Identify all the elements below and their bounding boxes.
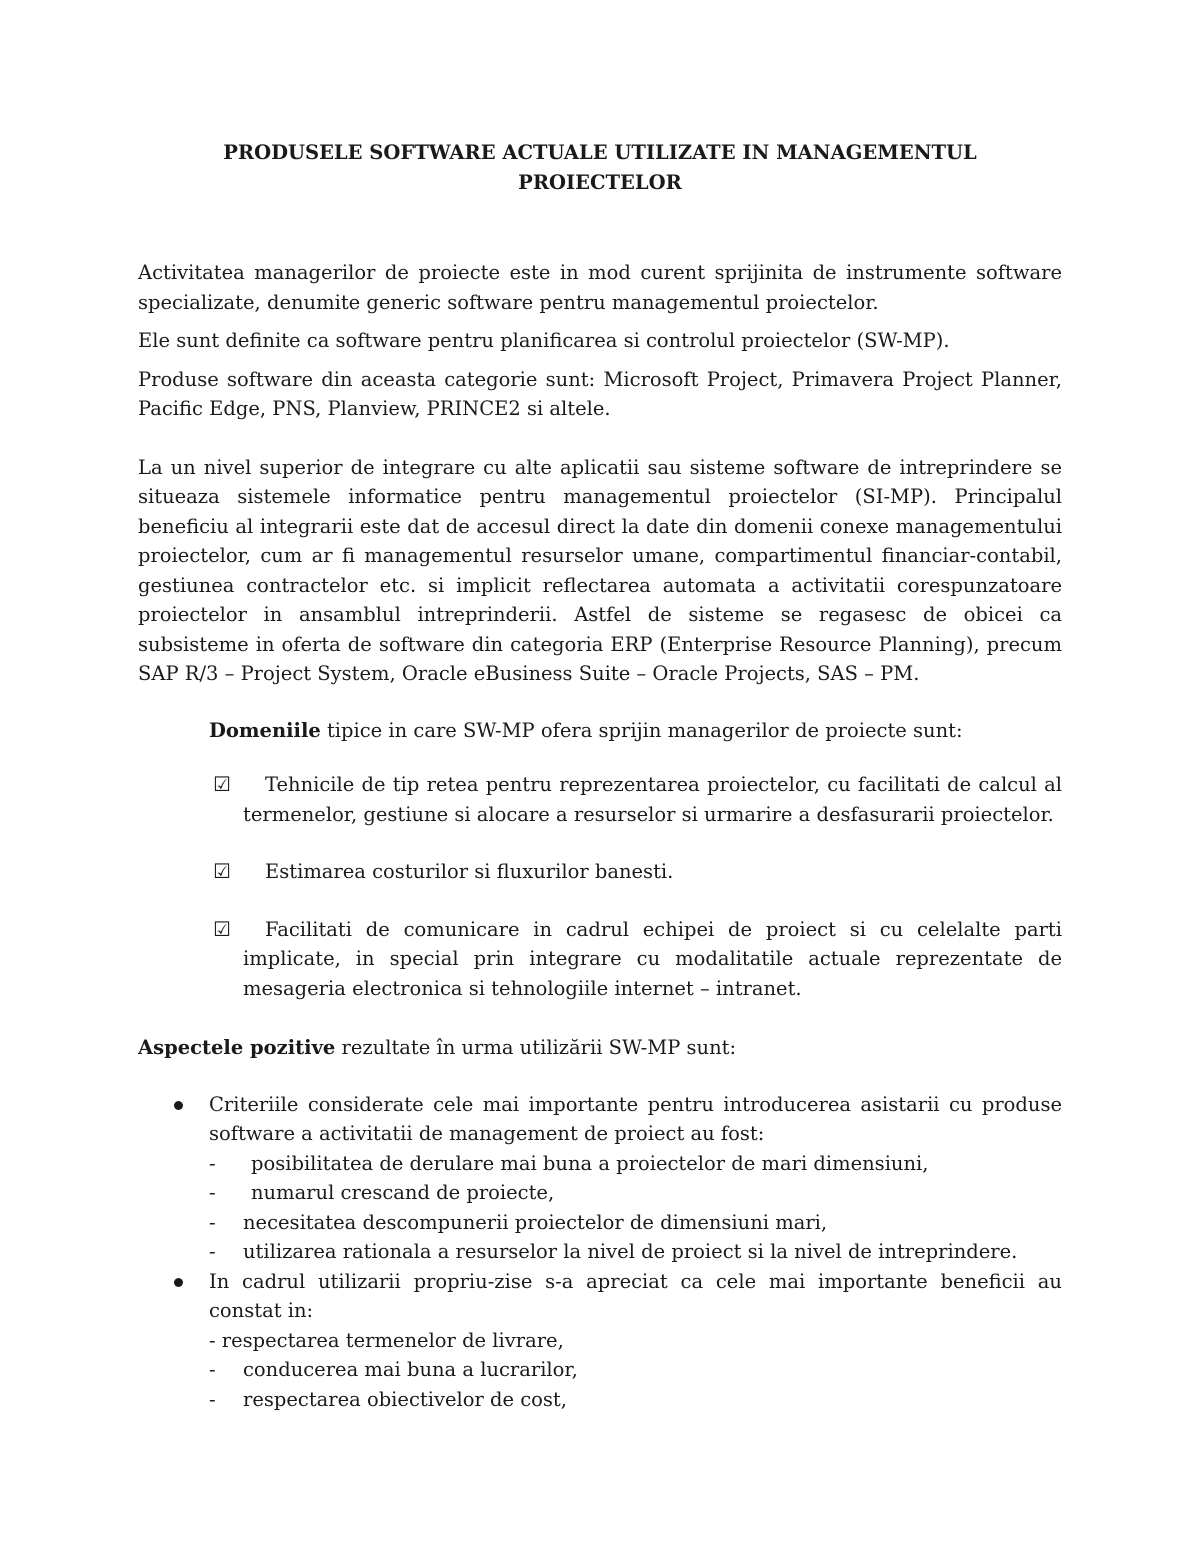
sub-list-item xyxy=(209,1237,1062,1267)
dash-marker: - xyxy=(209,1181,216,1204)
checkbox-checked-icon: ☑ xyxy=(213,772,231,796)
sub-list-item-plain: - respectarea termenelor de livrare, xyxy=(209,1328,564,1352)
title-line-2: PROIECTELOR xyxy=(518,171,682,194)
sub-list-item xyxy=(209,1355,1062,1385)
domains-intro xyxy=(209,716,1062,746)
sub-list-item-text: utilizarea rationala a resurselor la nivel de proiect si la nivel de intreprindere. xyxy=(243,1240,1018,1263)
dash-marker: - xyxy=(209,1358,216,1381)
sub-list-item xyxy=(209,1178,1062,1208)
document-title xyxy=(138,138,1062,198)
checklist-item xyxy=(209,770,1062,829)
checklist-item-text: Estimarea costurilor si fluxurilor banesti. xyxy=(265,860,674,883)
domains-intro-text: tipice in care SW-MP ofera sprijin managerilor de proiecte sunt: xyxy=(320,718,963,742)
sub-list-item-text: respectarea obiectivelor de cost, xyxy=(243,1387,567,1411)
domains-checklist xyxy=(209,770,1062,1003)
sub-list xyxy=(209,1355,1062,1414)
bullet-item xyxy=(138,1090,1062,1267)
checklist-item-text: Tehnicile de tip retea pentru reprezentarea proiectelor, cu facilitati de calcul al termenelor, gestiune si alocare a resurselor si urmarire a desfasurarii proiectelor. xyxy=(243,773,1062,826)
sub-list-item xyxy=(209,1385,1062,1415)
sub-list xyxy=(209,1149,1062,1267)
paragraph-integration: La un nivel superior de integrare cu alte aplicatii sau sisteme software de intreprindere se situeaza sistemele informatice pentru managementul proiectelor (SI-MP). Principalul beneficiu al integrarii este dat de accesul direct la date din domenii conexe managementului proiectelor, cum ar fi managementul resurselor umane, compartimentul financiar-contabil, gestiunea contractelor etc. si implicit reflectarea automata a activitatii corespunzatoare proiectelor in ansamblul intreprinderii. Astfel de sisteme se regasesc de obicei ca subsisteme in oferta de software din categoria ERP (Enterprise Resource Planning), precum SAP R/3 – Project System, Oracle eBusiness Suite – Oracle Projects, SAS – PM. xyxy=(138,455,1062,685)
bullet-dot-icon xyxy=(174,1278,183,1287)
domains-intro-bold: Domeniile xyxy=(209,718,321,742)
checkbox-checked-icon: ☑ xyxy=(213,859,231,883)
aspects-intro-text: rezultate în urma utilizării SW-MP sunt: xyxy=(335,1036,737,1059)
document-page xyxy=(138,138,1062,1414)
bullet-dot-icon xyxy=(174,1101,183,1110)
sub-list-item-text: posibilitatea de derulare mai buna a proiectelor de mari dimensiuni, xyxy=(251,1151,929,1175)
aspects-intro xyxy=(138,1033,1062,1063)
title-line-1: PRODUSELE SOFTWARE ACTUALE UTILIZATE IN MANAGEMENTUL xyxy=(223,141,977,164)
paragraph-products: Produse software din aceasta categorie sunt: Microsoft Project, Primavera Project Planner, Pacific Edge, PNS, Planview, PRINCE2 si altele. xyxy=(138,367,1062,420)
aspects-intro-bold: Aspectele pozitive xyxy=(138,1036,336,1059)
sub-list-item xyxy=(209,1208,1062,1238)
paragraph-definition: Ele sunt definite ca software pentru planificarea si controlul proiectelor (SW-MP). xyxy=(138,329,950,352)
paragraph-intro: Activitatea managerilor de proiecte este in mod curent sprijinita de instrumente software specializate, denumite generic software pentru managementul proiectelor. xyxy=(138,261,1062,314)
bullet-item-text: In cadrul utilizarii propriu-zise s-a apreciat ca cele mai importante beneficii au constat in: xyxy=(209,1269,1062,1322)
dash-marker: - xyxy=(209,1151,216,1175)
dash-marker: - xyxy=(209,1240,216,1263)
checklist-item-text: Facilitati de comunicare in cadrul echipei de proiect si cu celelalte parti implicate, in special prin integrare cu modalitatile actuale reprezentate de mesageria electronica si tehnologiile internet – intranet. xyxy=(243,917,1062,1000)
bullet-item xyxy=(138,1267,1062,1415)
aspects-bullet-list xyxy=(138,1090,1062,1415)
sub-list-item-text: numarul crescand de proiecte, xyxy=(251,1181,555,1204)
sub-list-item-text: conducerea mai buna a lucrarilor, xyxy=(243,1358,578,1381)
sub-list-item xyxy=(209,1149,1062,1179)
sub-list-item-text: necesitatea descompunerii proiectelor de dimensiuni mari, xyxy=(243,1210,828,1234)
checkbox-checked-icon: ☑ xyxy=(213,916,231,941)
dash-marker: - xyxy=(209,1387,216,1411)
checklist-item xyxy=(209,857,1062,887)
dash-marker: - xyxy=(209,1210,216,1234)
bullet-item-text: Criteriile considerate cele mai importante pentru introducerea asistarii cu produse software a activitatii de management de proiect au fost: xyxy=(209,1092,1062,1145)
checklist-item xyxy=(209,915,1062,1004)
